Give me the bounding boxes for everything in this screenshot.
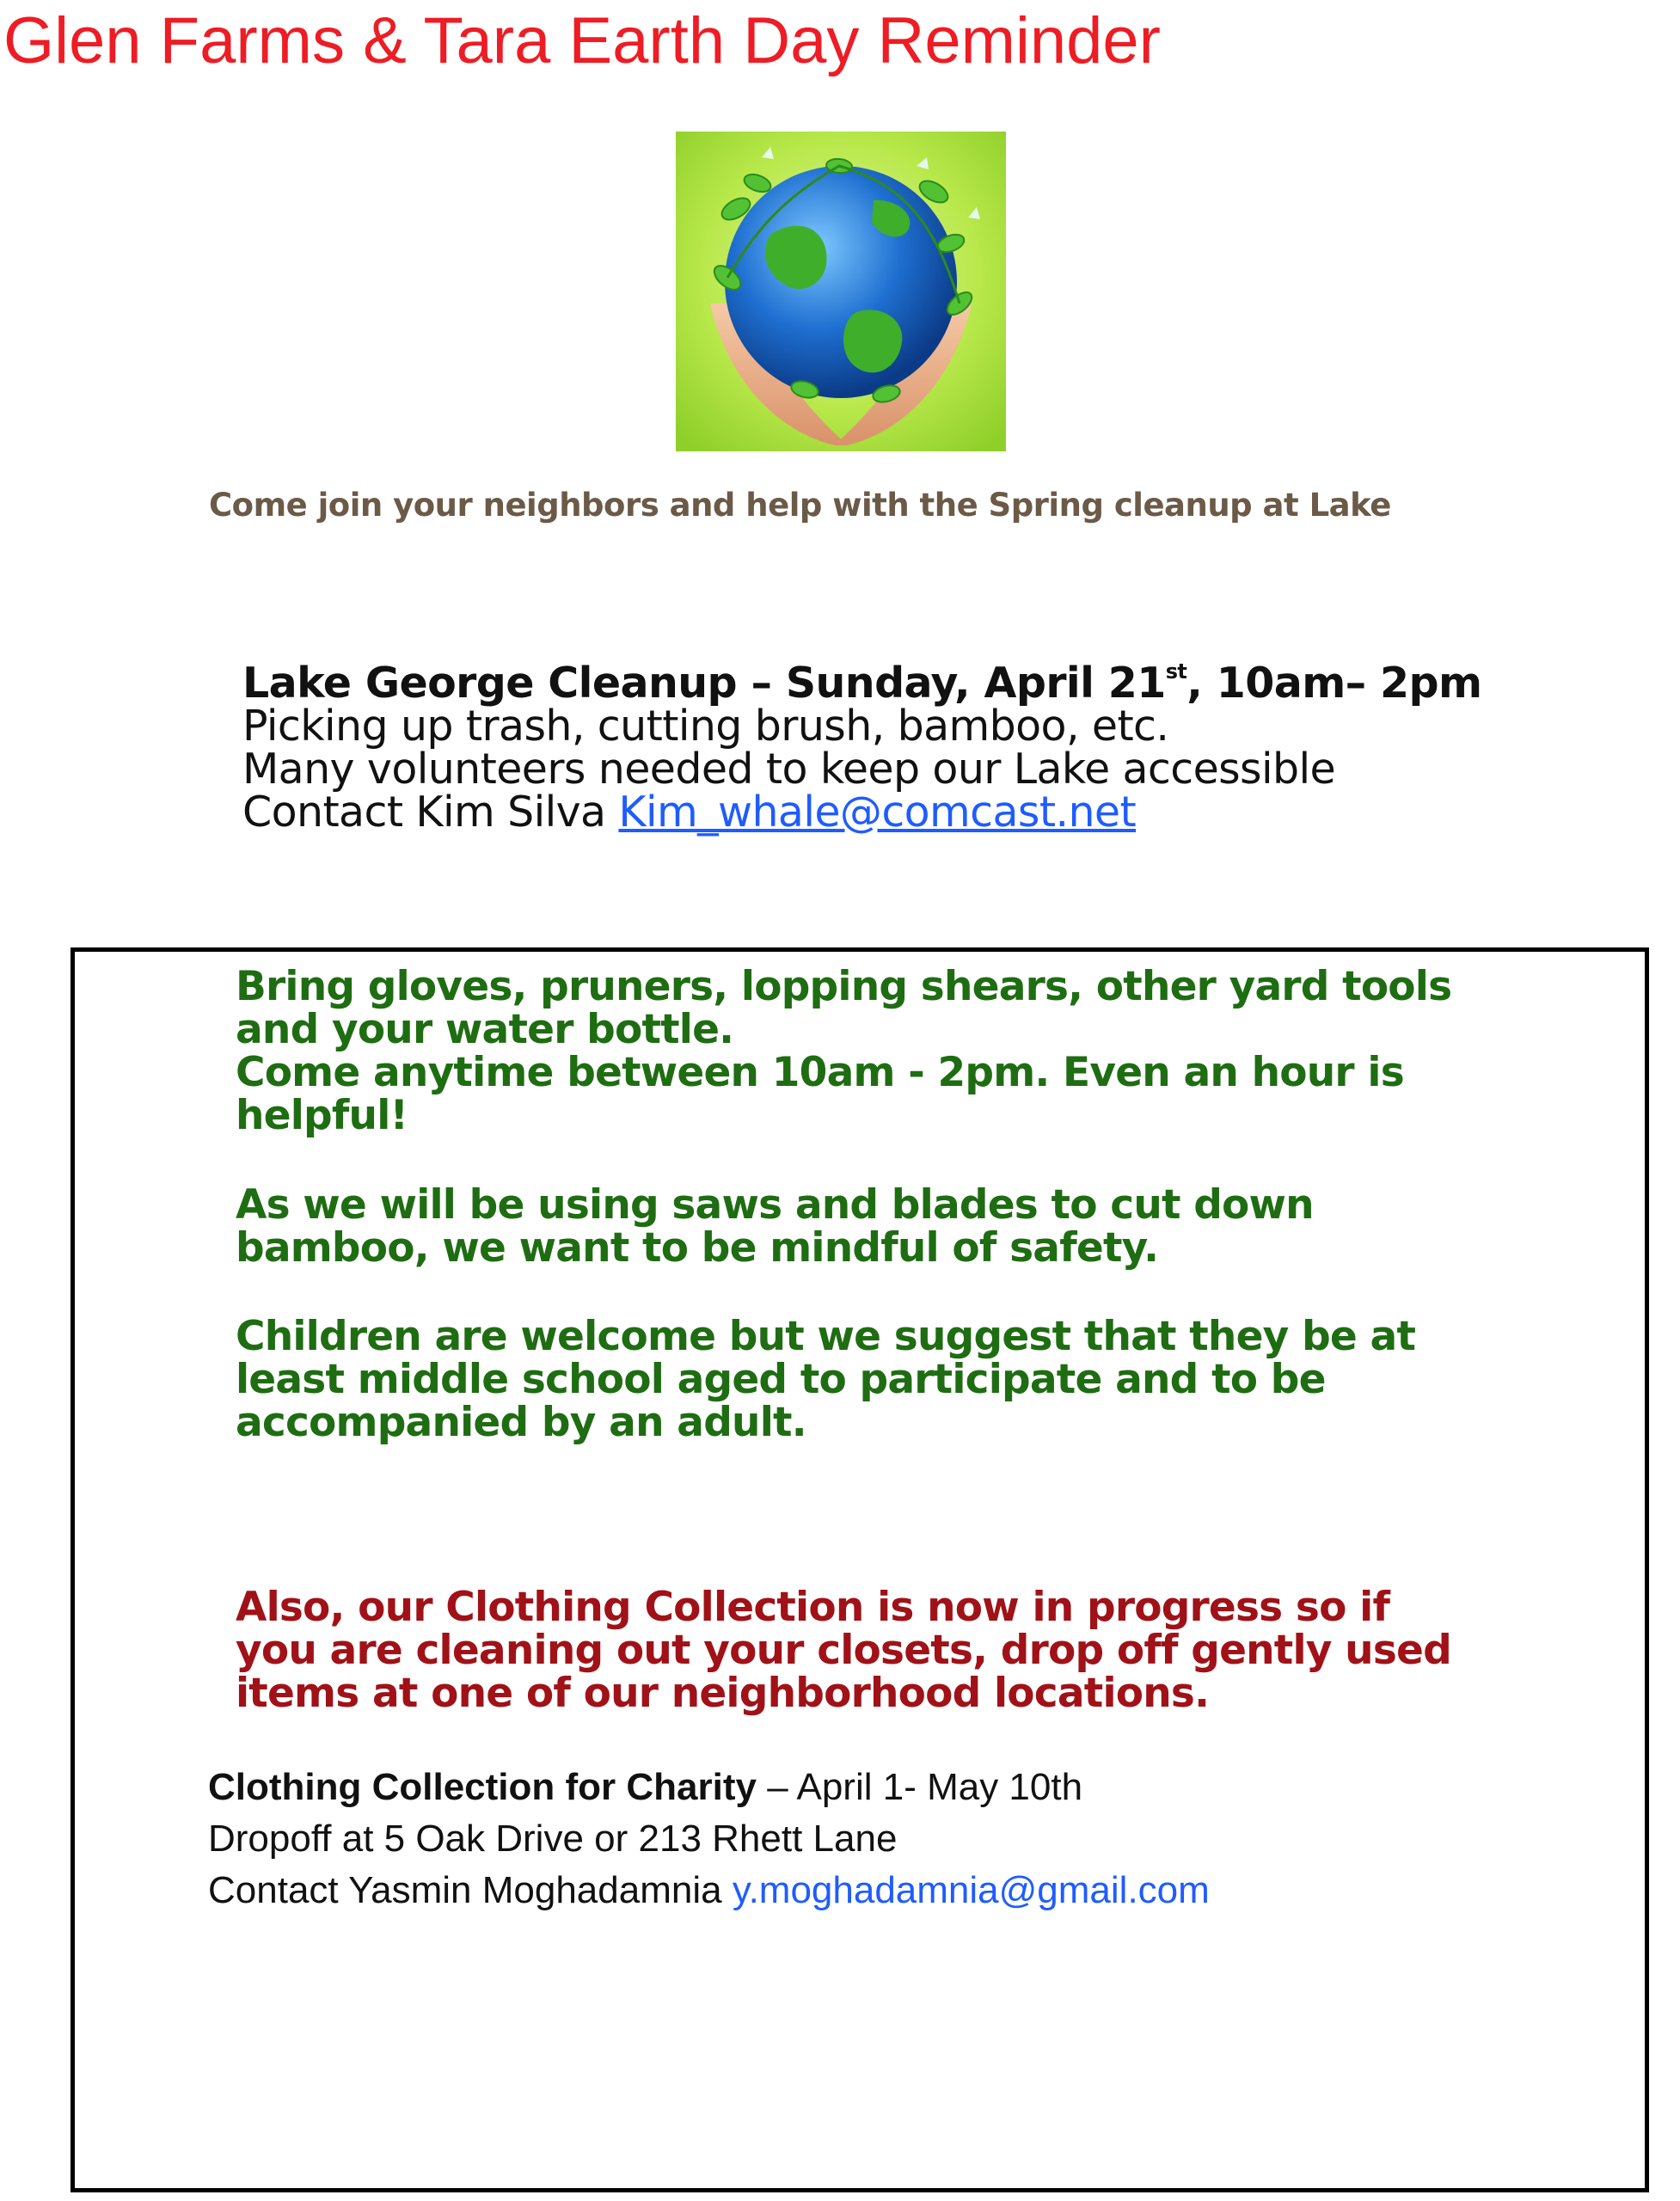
event-volunteers: Many volunteers needed to keep our Lake accessible [242,745,1336,794]
clothing-notice-text: Also, our Clothing Collection is now in progress so if you are cleaning out your closets, drop off gently used items at one of our neighborhood locations. [236,1584,1451,1717]
children-text: Children are welcome but we suggest that they be at least middle school aged to participate and to be accompanied by an adult. [236,1313,1416,1446]
info-box [71,947,1649,2192]
flyer-title: Glen Farms & Tara Earth Day Reminder [3,4,1161,77]
event-contact [242,788,1481,837]
earth-in-hands-image [676,132,1006,451]
charity-contact-label: Contact Yasmin Moghadamnia [208,1869,722,1911]
bring-items-text: Bring gloves, pruners, lopping shears, other yard tools and your water bottle. Come anytime between 10am - 2pm. Even an hour is helpful! [236,963,1452,1139]
invite-text: Come join your neighbors and help with the Spring cleanup at Lake [209,487,1391,524]
event-heading-time: , 10am– 2pm [1186,659,1482,708]
event-heading-main: Lake George Cleanup – Sunday, April 21 [242,659,1166,708]
charity-contact [208,1865,1210,1916]
charity-title: Clothing Collection for Charity [208,1766,757,1808]
charity-contact-email-link[interactable]: y.moghadamnia@gmail.com [732,1869,1210,1911]
earth-in-hands-illustration [676,132,1006,451]
event-contact-label: Contact Kim Silva [242,788,606,837]
event-tasks: Picking up trash, cutting brush, bamboo, etc. [242,702,1169,751]
charity-heading [208,1762,1210,1813]
charity-dropoff: Dropoff at 5 Oak Drive or 213 Rhett Lane [208,1818,898,1860]
event-contact-email-link[interactable]: Kim_whale@comcast.net [618,788,1137,837]
event-heading [242,659,1482,708]
event-heading-ordinal: st [1165,659,1187,684]
charity-dates: – April 1- May 10th [756,1766,1083,1808]
charity-details [208,1762,1210,1916]
safety-text: As we will be using saws and blades to cut down bamboo, we want to be mindful of safety. [236,1181,1314,1272]
event-details [242,659,1482,837]
